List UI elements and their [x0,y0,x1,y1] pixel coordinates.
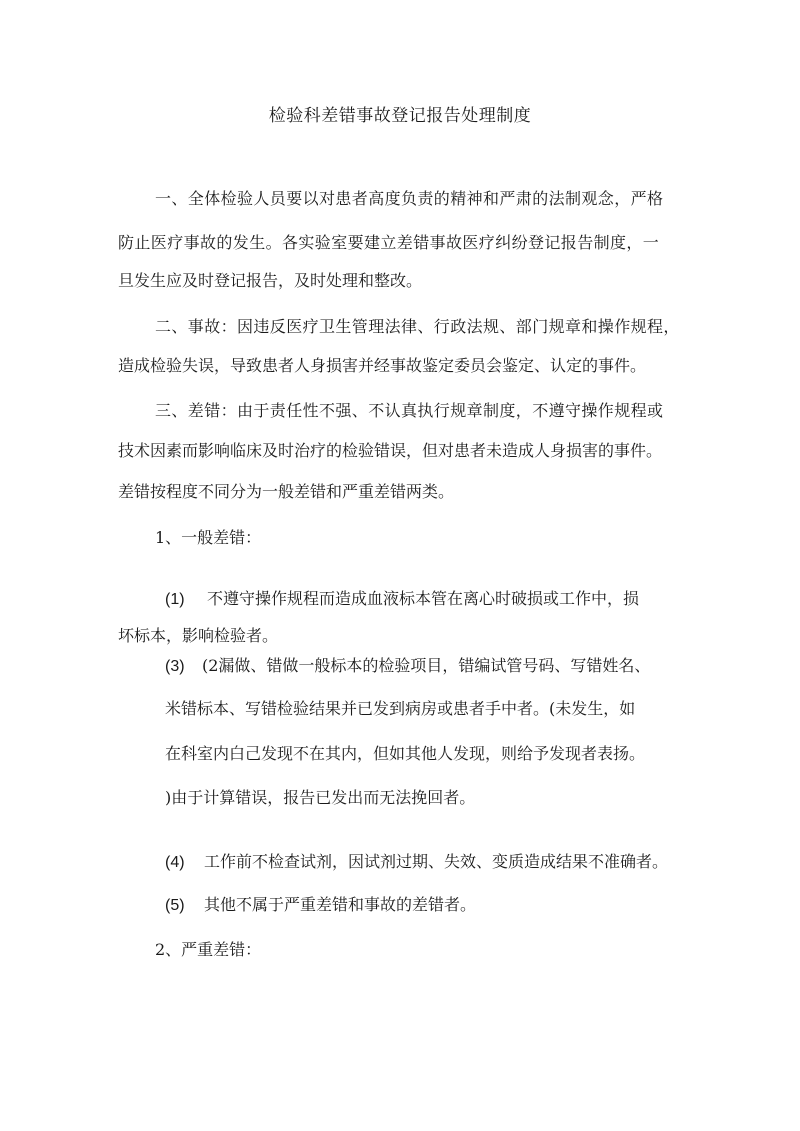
item3-line3: 在科室内白己发现不在其内，但如其他人发现，则给予发现者表扬。 [165,744,646,763]
item5-text: 其他不属于严重差错和事故的差错者。 [204,895,477,914]
item1-line1: 不遵守操作规程而造成血液标本管在离心时破损或工作中，损 [207,589,640,608]
section3-line1: 三、差错：由于责任性不强、不认真执行规章制度，不遵守操作规程或 [155,401,664,420]
item1-line2: 坏标本，影响检验者。 [118,626,279,645]
document-title: 检验科差错事故登记报告处理制度 [268,106,532,126]
section1-line1: 一、全体检验人员要以对患者高度负责的精神和严肃的法制观念，严格 [155,189,664,208]
section3-line3: 差错按程度不同分为一般差错和严重差错两类。 [118,482,455,501]
item3-line1: (2漏做、错做一般标本的检验项目，错编试管号码、写错姓名、 [202,656,651,675]
section2-line2: 造成检验失误，导致患者人身损害并经事故鉴定委员会鉴定、认定的事件。 [118,356,647,375]
item1-number [165,589,185,610]
item4-text: 工作前不检查试剂，因试剂过期、失效、变质造成结果不准确者。 [204,852,669,871]
section3-line2: 技术因素而影响临床及时治疗的检验错误，但对患者未造成人身损害的事件。 [118,441,663,460]
item5-number [165,895,185,916]
serious-errors-heading: 2、严重差错： [155,940,262,959]
item1-number-label: (1) [165,591,185,608]
item4-number [165,852,185,873]
item3-line2: 米错标本、写错检验结果并已发到病房或患者手中者。(未发生，如 [165,699,636,718]
item5-number-label: (5) [165,897,185,914]
item3-number-label: (3) [165,658,185,675]
item4-number-label: (4) [165,854,185,871]
general-errors-heading: 1、一般差错： [155,528,262,547]
item3-line4: )由于计算错误，报告已发出而无法挽回者。 [165,788,476,807]
section1-line2: 防止医疗事故的发生。各实验室要建立差错事故医疗纠纷登记报告制度，一 [118,233,660,252]
item3-number [165,656,185,677]
section1-line3: 旦发生应及时登记报告，及时处理和整改。 [118,271,423,290]
section2-line1: 二、事故：因违反医疗卫生管理法律、行政法规、部门规章和操作规程， [155,317,680,336]
